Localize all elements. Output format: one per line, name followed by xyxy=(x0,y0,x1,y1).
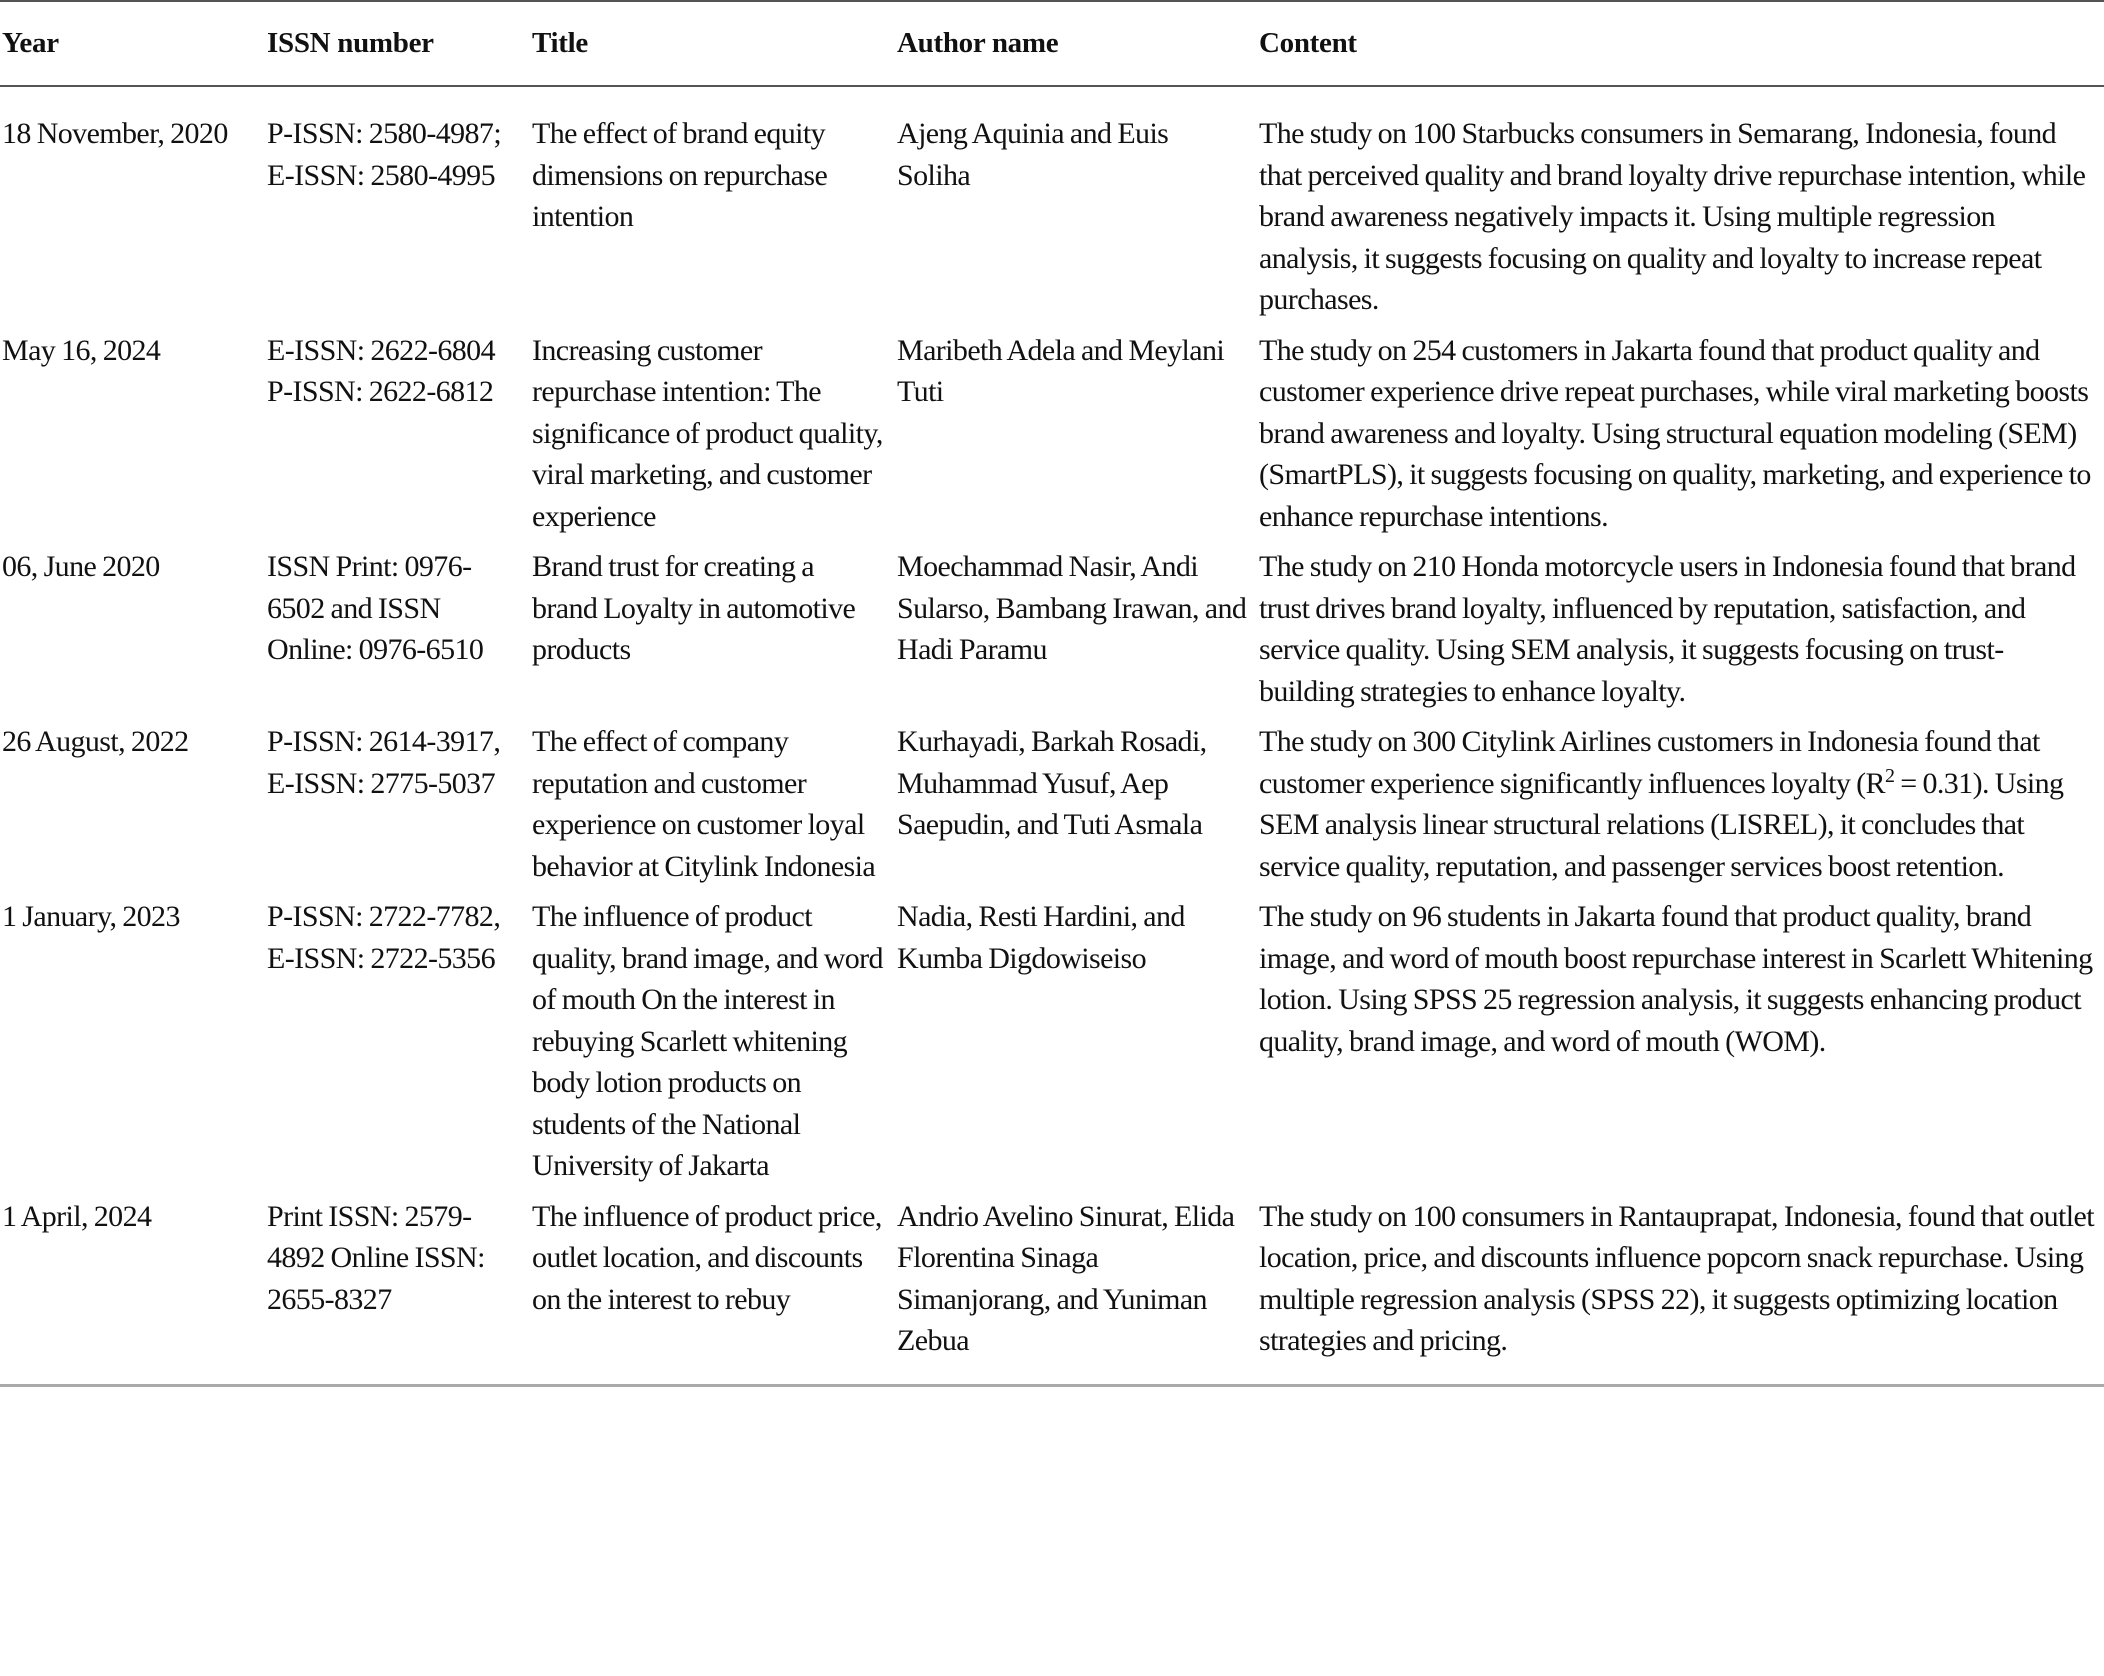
header-issn-number: ISSN number xyxy=(267,27,434,59)
cell-year: 1 January, 2023 xyxy=(2,900,180,933)
cell-author: Moechammad Nasir, Andi Sularso, Bambang Irawan, and Hadi Paramu xyxy=(897,550,1247,666)
cell-author: Kurhayadi, Barkah Rosadi, Muhammad Yusuf, Aep Saepudin, and Tuti Asmala xyxy=(897,725,1207,841)
cell-author: Maribeth Adela and Meylani Tuti xyxy=(897,333,1225,408)
cell-content: The study on 100 Starbucks consumers in Semarang, Indonesia, found that perceived quality and brand loyalty drive repurchase intention, while brand awareness negatively impacts it. Using multiple regression analysis, it suggests focusing on quality and loyalty to increase repeat purchases. xyxy=(1259,117,2086,316)
cell-issn: ISSN Print: 0976-6502 and ISSN Online: 0976-6510 xyxy=(267,550,484,666)
cell-issn: E-ISSN: 2622-6804 P-ISSN: 2622-6812 xyxy=(267,333,495,408)
superscript-two: 2 xyxy=(1884,764,1895,787)
header-title: Title xyxy=(532,27,588,59)
cell-content: The study on 210 Honda motorcycle users in Indonesia found that brand trust drives brand loyalty, influenced by reputation, satisfaction, and service quality. Using SEM analysis, it suggests focusing on trust-building strategies to enhance loyalty. xyxy=(1259,550,2076,708)
cell-title: The effect of brand equity dimensions on repurchase intention xyxy=(532,117,828,233)
cell-content xyxy=(1257,717,2104,892)
cell-content: The study on 100 consumers in Rantauprapat, Indonesia, found that outlet location, price, and discounts influence popcorn snack repurchase. Using multiple regression analysis (SPSS 22), it suggests optimizing location strategies and pricing. xyxy=(1259,1199,2094,1357)
cell-year: 18 November, 2020 xyxy=(2,117,228,150)
content-text: = 0.31). Using SEM analysis linear structural relations (LISREL), it concludes that service quality, reputation, and passenger services boost retention. xyxy=(1259,766,2064,883)
cell-issn: P-ISSN: 2580-4987; E-ISSN: 2580-4995 xyxy=(267,117,502,192)
content-text: The study on 300 Citylink Airlines customers in Indonesia found that customer experience significantly influences loyalty (R xyxy=(1259,725,2040,800)
table-row xyxy=(0,86,2104,326)
cell-title: The influence of product price, outlet location, and discounts on the interest to rebuy xyxy=(532,1199,882,1316)
cell-author: Andrio Avelino Sinurat, Elida Florentina Sinaga Simanjorang, and Yuniman Zebua xyxy=(897,1199,1235,1357)
header-row xyxy=(0,1,2104,86)
cell-author: Ajeng Aquinia and Euis Soliha xyxy=(897,117,1169,192)
header-author-name: Author name xyxy=(897,27,1059,59)
table-row xyxy=(0,892,2104,1192)
cell-issn: Print ISSN: 2579-4892 Online ISSN: 2655-8327 xyxy=(267,1199,485,1316)
cell-year: 1 April, 2024 xyxy=(2,1199,152,1233)
cell-content: The study on 96 students in Jakarta found that product quality, brand image, and word of mouth boost repurchase interest in Scarlett Whitening lotion. Using SPSS 25 regression analysis, it suggests enhancing product quality, brand image, and word of mouth (WOM). xyxy=(1259,900,2093,1058)
table-header xyxy=(0,1,2104,86)
cell-year: 26 August, 2022 xyxy=(2,725,189,758)
header-year: Year xyxy=(2,27,59,59)
table-row xyxy=(0,326,2104,543)
table-row xyxy=(0,1192,2104,1386)
cell-issn: P-ISSN: 2614-3917, E-ISSN: 2775-5037 xyxy=(267,725,501,800)
cell-title: Increasing customer repurchase intention: The significance of product quality, viral marketing, and customer experience xyxy=(532,333,883,533)
header-content: Content xyxy=(1259,27,1357,59)
table-row xyxy=(0,717,2104,892)
cell-issn: P-ISSN: 2722-7782, E-ISSN: 2722-5356 xyxy=(267,900,501,975)
cell-year: May 16, 2024 xyxy=(2,333,161,367)
cell-year: 06, June 2020 xyxy=(2,550,160,583)
cell-content: The study on 254 customers in Jakarta found that product quality and customer experience drive repeat purchases, while viral marketing boosts brand awareness and loyalty. Using structural equation modeling (SEM) (SmartPLS), it suggests focusing on quality, marketing, and experience to enhance repurchase intentions. xyxy=(1259,333,2091,533)
table-body xyxy=(0,86,2104,1385)
cell-title: The influence of product quality, brand image, and word of mouth On the interest in rebuying Scarlett whitening body lotion products on students of the National University of Jakarta xyxy=(532,900,883,1182)
cell-title: Brand trust for creating a brand Loyalty in automotive products xyxy=(532,550,856,666)
cell-title: The effect of company reputation and customer experience on customer loyal behavior at Citylink Indonesia xyxy=(532,725,876,883)
cell-author: Nadia, Resti Hardini, and Kumba Digdowiseiso xyxy=(897,900,1185,975)
table-row xyxy=(0,542,2104,717)
